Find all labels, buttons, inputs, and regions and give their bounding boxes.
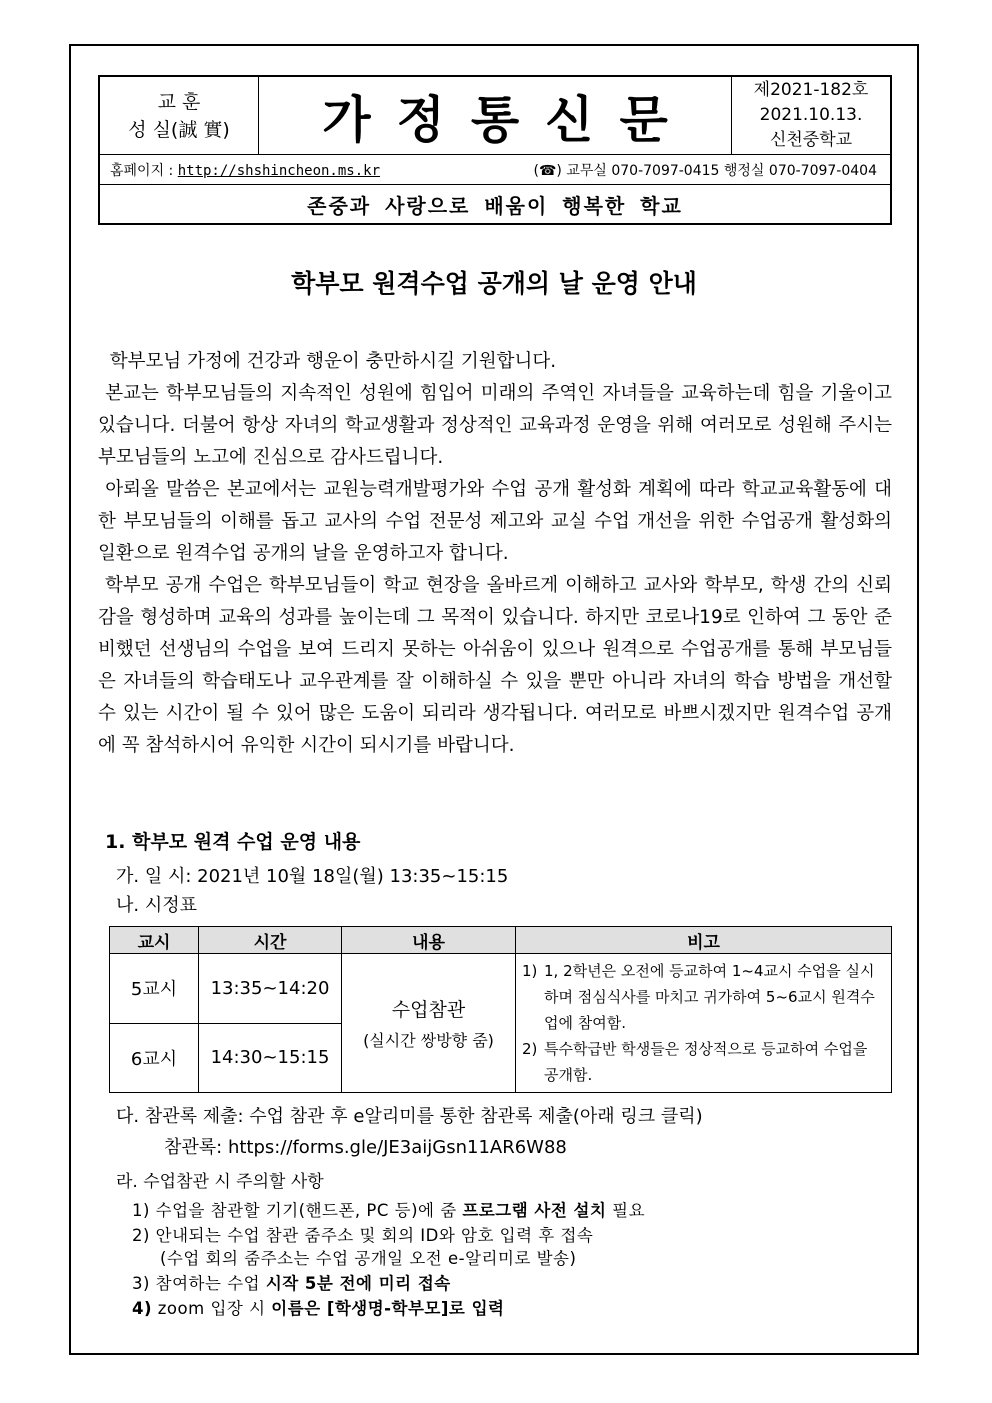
content-cell [342,954,516,1093]
caution-heading: 라. 수업참관 시 주의할 사항 [116,1172,324,1192]
school-motto [100,77,259,154]
caution-emphasis: 시작 5분 전에 미리 접속 [265,1274,451,1293]
caution-emphasis: 프로그램 사전 설치 [462,1201,607,1220]
remark-text: 특수학급반 학생들은 정상적으로 등교하여 수업을 공개함. [544,1040,868,1084]
time-cell: 13:35~14:20 [199,954,342,1024]
header-content: 내용 [342,927,516,954]
period-cell: 5교시 [110,954,199,1024]
remark-number: 2) [522,1040,538,1058]
document-title: 가정통신문 [322,90,694,149]
phone-info: (☎) 교무실 070-7097-0415 행정실 070-7097-0404 [533,162,877,179]
remark-item [522,1036,885,1088]
caution-item [132,1295,504,1319]
caution-emphasis: 이름은 [학생명-학부모]로 입력 [271,1299,505,1318]
letterhead [98,75,892,225]
school-name: 신천중학교 [769,130,853,150]
paragraph-greeting: 학부모님 가정에 건강과 행운이 충만하시길 기원합니다. [98,351,557,372]
remarks-cell [516,954,892,1093]
time-cell: 14:30~15:15 [199,1023,342,1093]
header-period: 교시 [110,927,199,954]
caution-text: 1) 수업을 참관할 기기(핸드폰, PC 등)에 줌 [132,1201,463,1220]
motto-label: 교 훈 [157,90,201,113]
caution-text: zoom 입장 시 [152,1299,272,1318]
table-row [110,954,892,1024]
period-cell: 6교시 [110,1023,199,1093]
remark-item [522,958,885,1036]
paragraph-details: 학부모 공개 수업은 학부모님들이 학교 현장을 올바르게 이해하고 교사와 학부모, 학생 간의 신뢰감을 형성하며 교육의 성과를 높이는데 그 목적이 있습니다. 하지만 코로나19로 인하여 그 동안 준비했던 선생님의 수업을 보여 드리지 못하는 아쉬움이 있으나 원격으로 수업공개를 통해 부모님들은 자녀들의 학습태도나 교우관계를 잘 이해하실 수 있을 뿐만 아니라 자녀의 학습 방법을 개선할 수 있는 시간이 될 수 있어 많은 도움이 되리라 생각됩니다. 여러모로 바쁘시겠지만 원격수업 공개에 꼭 참석하시어 유익한 시간이 되시기를 바랍니다. [98,575,898,756]
homepage-link[interactable]: http://shshincheon.ms.kr [177,162,381,179]
paragraph-purpose: 아뢰올 말씀은 본교에서는 교원능력개발평가와 수업 공개 활성화 계획에 따라 학교교육활동에 대한 부모님들의 이해를 돕고 교사의 수업 전문성 제고와 교실 수업 개선을 위한 수업공개 활성화의 일환으로 원격수업 공개의 날을 운영하고자 합니다. [98,479,898,564]
caution-item: 2) 안내되는 수업 참관 줌주소 및 회의 ID와 암호 입력 후 접속 [132,1226,594,1245]
document-date: 2021.10.13. [759,105,863,125]
caution-text: 필요 [606,1201,646,1220]
contact-row [100,155,890,185]
letterhead-top-row [100,77,890,155]
form-link[interactable]: 참관록: https://forms.gle/JE3aijGsn11AR6W88 [164,1137,567,1158]
schedule-table [109,926,892,1093]
header-remarks: 비고 [516,927,892,954]
content-main: 수업참관 [391,999,466,1021]
table-header-row [110,927,892,954]
caution-item [132,1197,645,1221]
caution-item [132,1270,451,1294]
notice-body [98,346,898,762]
paragraph-intro: 본교는 학부모님들의 지속적인 성원에 힘입어 미래의 주역인 자녀들을 교육하는데 힘을 기울이고 있습니다. 더불어 항상 자녀의 학교생활과 정상적인 교육과정 운영을 위해 여러모로 성원해 주시는 부모님들의 노고에 진심으로 감사드립니다. [98,383,898,468]
caution-text: 3) 참여하는 수업 [132,1274,266,1293]
content-sub: (실시간 쌍방향 줌) [363,1031,494,1050]
remark-number: 1) [522,962,538,980]
document-number: 제2021-182호 [753,80,869,100]
schedule-label: 나. 시정표 [116,895,197,916]
notice-title: 학부모 원격수업 공개의 날 운영 안내 [291,269,697,298]
motto-text: 성 실(誠 實) [128,118,230,141]
caution-number: 4) [132,1299,153,1318]
remark-text: 1, 2학년은 오전에 등교하여 1~4교시 수업을 실시하며 점심식사를 마치고 귀가하여 5~6교시 원격수업에 참여함. [544,962,875,1032]
section-heading: 1. 학부모 원격 수업 운영 내용 [105,831,361,853]
date-line: 가. 일 시: 2021년 10월 18일(월) 13:35~15:15 [116,866,509,887]
submit-line: 다. 참관록 제출: 수업 참관 후 e알리미를 통한 참관록 제출(아래 링크 클릭) [116,1106,703,1127]
header-time: 시간 [199,927,342,954]
document-info [731,77,890,154]
school-slogan: 존중과 사랑으로 배움이 행복한 학교 [307,193,683,218]
homepage-label: 홈페이지 : [110,162,178,179]
caution-subnote: (수업 회의 줌주소는 수업 공개일 오전 e-알리미로 발송) [160,1249,577,1268]
